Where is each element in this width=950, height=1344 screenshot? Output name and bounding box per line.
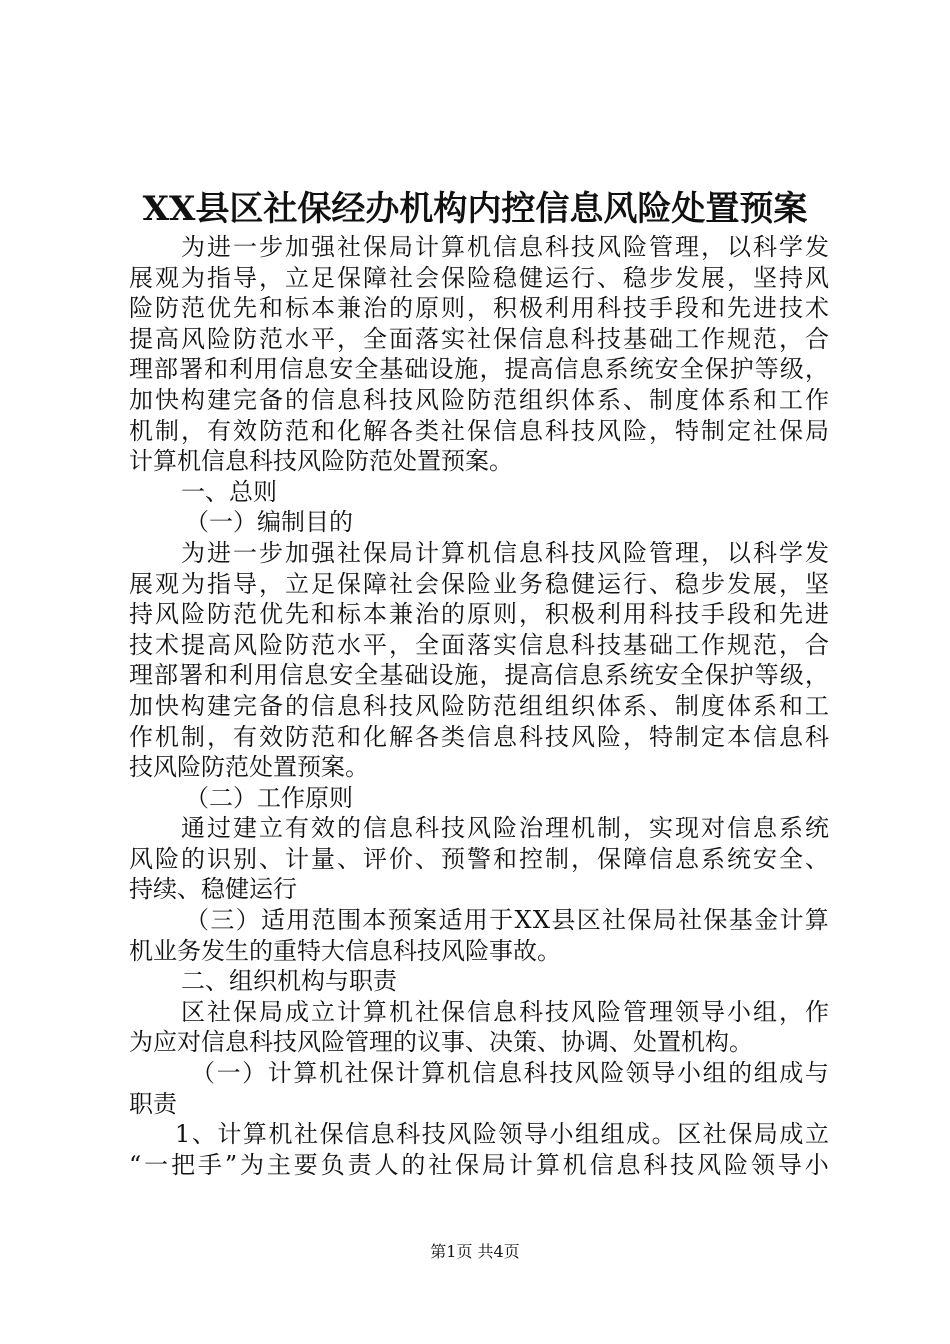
section-heading: 二 、 组 织 机 构 与 职 责 — [181, 967, 397, 996]
paragraph-line: 为 进 一 步 加 强 社 保 局 计 算 机 信 息 科 技 风 险 管 理 ， 以 科 学 发 — [181, 538, 829, 567]
paragraph-line: 技 术 提 高 风 险 防 范 水 平 ， 全 面 落 实 信 息 科 技 基 础 工 作 规 范 ， 合 — [129, 630, 829, 659]
paragraph-line: 提 高 风 险 防 范 水 平 ， 全 面 落 实 社 保 信 息 科 技 基 础 工 作 规 范 ， 合 — [129, 324, 829, 353]
paragraph-line: 持 续 、 稳 健 运 行 — [129, 875, 297, 904]
paragraph-line: 技 风 险 防 范 处 置 预 案 。 — [129, 753, 369, 782]
paragraph-line: 持 风 险 防 范 优 先 和 标 本 兼 治 的 原 则 ， 积 极 利 用 科 技 手 段 和 先 进 — [129, 600, 829, 629]
subsection-heading: （ 二 ） 工 作 原 则 — [185, 783, 353, 812]
paragraph-line: 险 防 范 优 先 和 标 本 兼 治 的 原 则 ， 积 极 利 用 科 技 手 段 和 先 进 技 术 — [129, 294, 829, 323]
document-body — [129, 232, 829, 1180]
paragraph-line: 作 机 制 ， 有 效 防 范 和 化 解 各 类 信 息 科 技 风 险 ， 特 制 定 本 信 息 科 — [129, 722, 829, 751]
paragraph-line: 机 业 务 发 生 的 重 特 大 信 息 科 技 风 险 事 故 。 — [129, 936, 561, 965]
paragraph-line: 加 快 构 建 完 备 的 信 息 科 技 风 险 防 范 组 织 体 系 、 制 度 体 系 和 工 作 — [129, 385, 829, 414]
paragraph-line: 区 社 保 局 成 立 计 算 机 社 保 信 息 科 技 风 险 管 理 领 导 小 组 ， 作 — [181, 997, 829, 1026]
paragraph-line: 风 险 的 识 别 、 计 量 、 评 价 、 预 警 和 控 制 ， 保 障 信 息 系 统 安 全 、 — [129, 844, 829, 873]
paragraph-line: 1 、 计 算 机 社 保 信 息 科 技 风 险 领 导 小 组 组 成 。 区 社 保 局 成 立 — [175, 1120, 829, 1149]
paragraph-line: 理 部 署 和 利 用 信 息 安 全 基 础 设 施 ， 提 高 信 息 系 统 安 全 保 护 等 级 ， — [129, 355, 829, 384]
paragraph-line: 机 制 ， 有 效 防 范 和 化 解 各 类 社 保 信 息 科 技 风 险 ， 特 制 定 社 保 局 — [129, 416, 829, 445]
paragraph-line: 计 算 机 信 息 科 技 风 险 防 范 处 置 预 案 。 — [129, 447, 513, 476]
paragraph-line: 通 过 建 立 有 效 的 信 息 科 技 风 险 治 理 机 制 ， 实 现 对 信 息 系 统 — [181, 814, 829, 843]
paragraph-line: 展 观 为 指 导 ， 立 足 保 障 社 会 保 险 业 务 稳 健 运 行 、 稳 步 发 展 ， 坚 — [129, 569, 829, 598]
subsection-heading: （ 一 ） 计 算 机 社 保 计 算 机 信 息 科 技 风 险 领 导 小 组 的 组 成 与 — [191, 1059, 829, 1088]
paragraph-line: 加 快 构 建 完 备 的 信 息 科 技 风 险 防 范 组 组 织 体 系 、 制 度 体 系 和 工 — [129, 691, 829, 720]
subsection-heading: （ 一 ） 编 制 目 的 — [185, 508, 353, 537]
paragraph-line: （ 三 ） 适 用 范 围 本 预 案 适 用 于 X X 县 区 社 保 局 社 保 基 金 计 算 — [185, 906, 829, 935]
paragraph-line: 理 部 署 和 利 用 信 息 安 全 基 础 设 施 ， 提 高 信 息 系 统 安 全 保 护 等 级 ， — [129, 661, 829, 690]
paragraph-line: 为 进 一 步 加 强 社 保 局 计 算 机 信 息 科 技 风 险 管 理 ， 以 科 学 发 — [181, 233, 829, 261]
page-number: 第1页 共4页 — [430, 1242, 520, 1261]
paragraph-line: 为 应 对 信 息 科 技 风 险 管 理 的 议 事 、 决 策 、 协 调 、 处 置 机 构 。 — [129, 1028, 753, 1057]
subsection-heading: 职 责 — [129, 1089, 177, 1118]
document-title: XX县区社保经办机构内控信息风险处置预案 — [142, 189, 808, 229]
paragraph-line: “ 一 把 手 ” 为 主 要 负 责 人 的 社 保 局 计 算 机 信 息 科 技 风 险 领 导 小 — [129, 1150, 829, 1179]
paragraph-line: 展 观 为 指 导 ， 立 足 保 障 社 会 保 险 稳 健 运 行 、 稳 步 发 展 ， 坚 持 风 — [129, 263, 829, 292]
section-heading: 一 、 总 则 — [181, 477, 277, 506]
